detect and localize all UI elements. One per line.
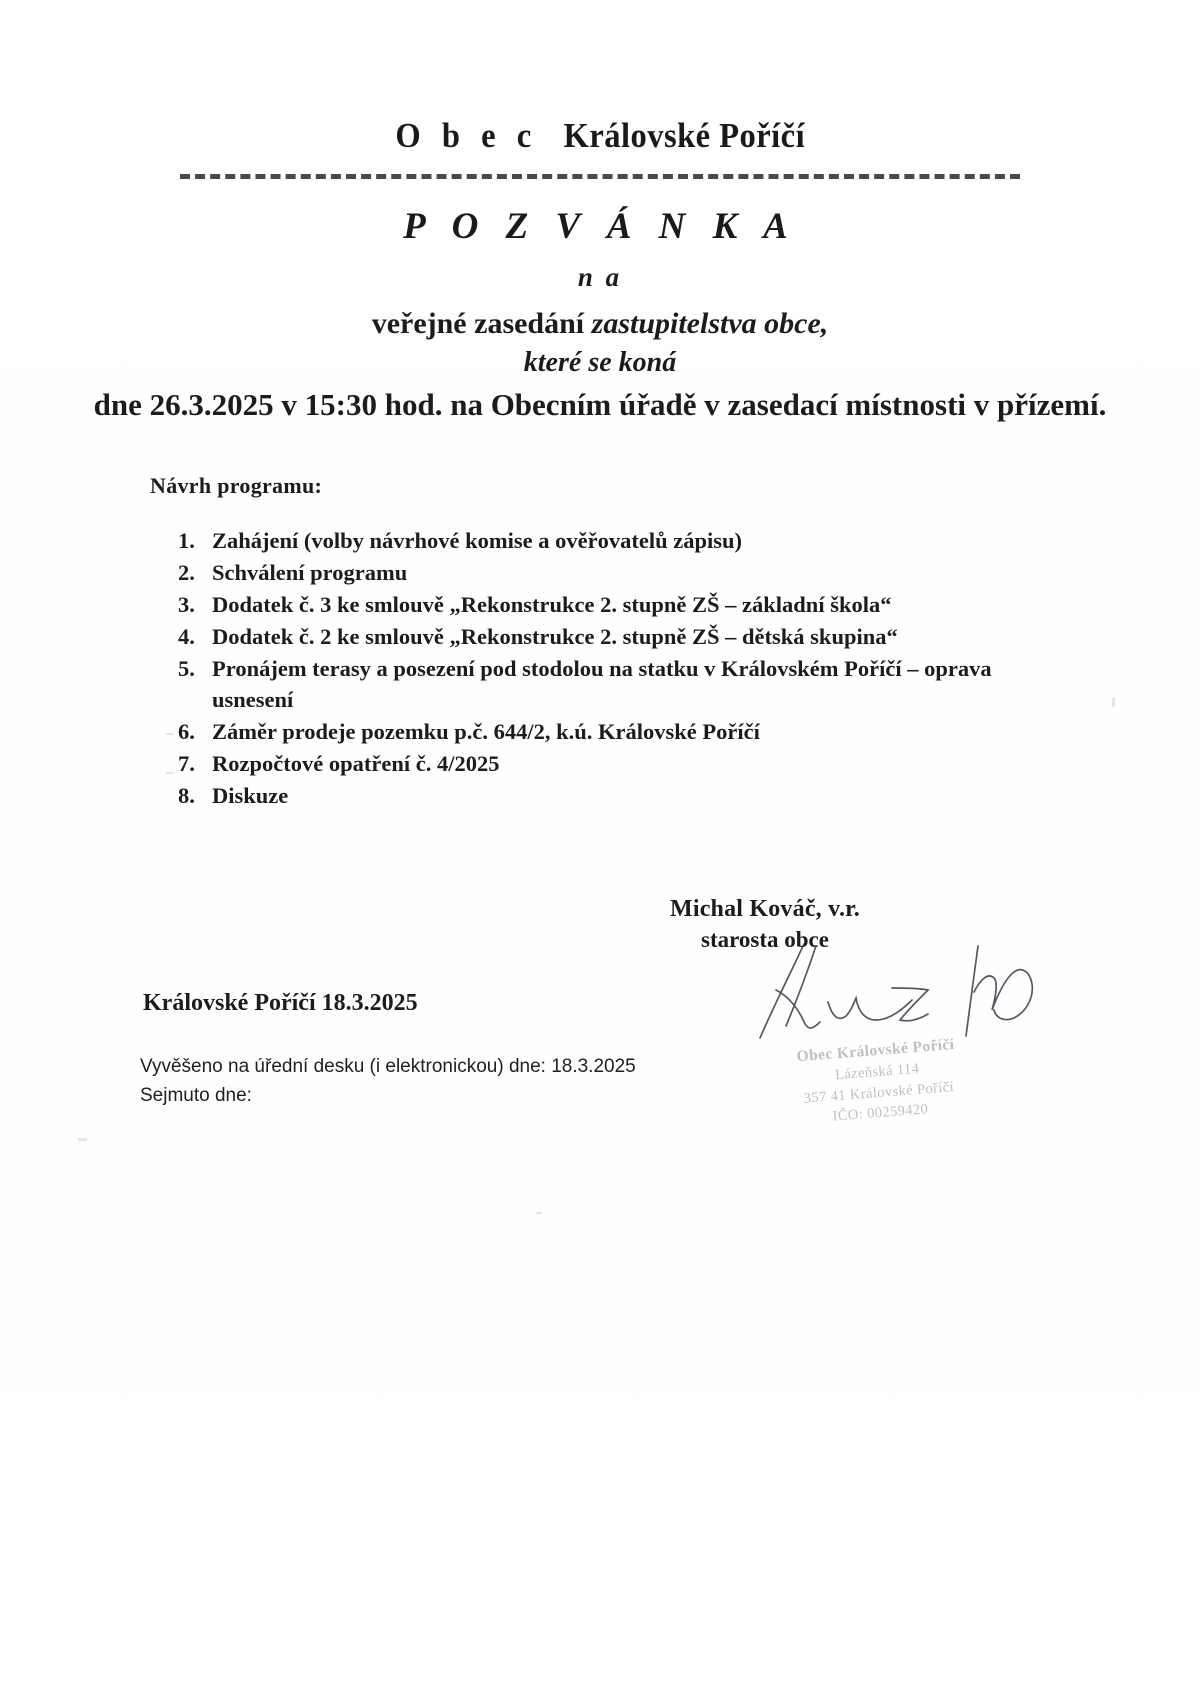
invitation-title-block [0,205,1200,425]
invitation-preposition: n a [577,262,623,292]
invitation-subject-italic: zastupitelstva obce, [591,307,829,340]
posting-info [140,1052,636,1111]
agenda-item-text: Dodatek č. 2 ke smlouvě „Rekonstrukce 2. stupně ZŠ – dětská skupina“ [212,623,898,649]
scan-speck [166,733,173,735]
posted-date: Vyvěšeno na úřední desku (i elektronickou) dne: 18.3.2025 [140,1056,636,1077]
invitation-heading: P O Z V Á N K A [403,206,797,247]
list-item [0,621,1200,653]
agenda-item-number: 7. [178,751,195,777]
scan-speck [536,1212,542,1214]
invitation-subject-plain: veřejné zasedání [371,307,592,340]
signer-name: Michal Kováč, v.r. [669,896,861,923]
stamp-line-3: 357 41 Královské Poříčí [803,1078,955,1107]
scan-speck [78,1138,87,1141]
agenda-item-text: Dodatek č. 3 ke smlouvě „Rekonstrukce 2. stupně ZŠ – základní škola“ [212,591,892,617]
stamp-line-4: IČO: 00259420 [832,1101,929,1125]
invitation-subject [0,305,1200,343]
agenda-item-text: Schválení programu [212,559,408,585]
list-item [0,716,1200,748]
village-label: O b e c [395,116,538,155]
office-stamp [755,1031,1001,1133]
page-title [395,116,805,156]
document-header [0,0,1200,179]
list-item [0,589,1200,621]
village-name: Královské Poříčí [563,116,805,155]
agenda-item-text: Záměr prodeje pozemku p.č. 644/2, k.ú. Královské Poříčí [212,719,760,745]
agenda-item-number: 2. [178,559,195,585]
stamp-line-1: Obec Královské Poříčí [796,1035,956,1066]
agenda-item-number: 4. [178,623,195,649]
signer-role: starosta obce [701,927,829,953]
agenda-list [0,525,1200,812]
list-item [0,557,1200,589]
agenda-item-text: Diskuze [212,783,289,809]
signature-block [0,896,1200,953]
agenda-item-text: Pronájem terasy a posezení pod stodolou na statku v Královském Poříčí – oprava usnesení [212,655,992,713]
list-item [0,653,1200,717]
invitation-occurs: které se koná [523,346,677,378]
removed-date: Sejmuto dne: [140,1085,252,1107]
place-and-date: Královské Poříčí 18.3.2025 [143,990,418,1016]
agenda-item-text: Zahájení (volby návrhové komise a ověřovatelů zápisu) [212,527,743,553]
stamp-line-2: Lázeňská 114 [834,1060,920,1084]
list-item [0,748,1200,780]
list-item [0,525,1200,557]
dashed-divider [180,174,1020,179]
agenda-item-number: 3. [178,591,195,617]
agenda-item-number: 6. [178,719,195,745]
scan-speck [166,772,173,774]
scan-speck [1112,698,1115,707]
agenda-item-number: 5. [178,655,195,681]
agenda-item-number: 8. [178,783,195,809]
agenda-item-text: Rozpočtové opatření č. 4/2025 [212,751,500,777]
agenda-heading: Návrh programu: [150,472,323,498]
list-item [0,780,1200,812]
agenda-item-number: 1. [178,527,195,553]
invitation-datetime: dne 26.3.2025 v 15:30 hod. na Obecním úřadě v zasedací místnosti v přízemí. [93,386,1107,422]
